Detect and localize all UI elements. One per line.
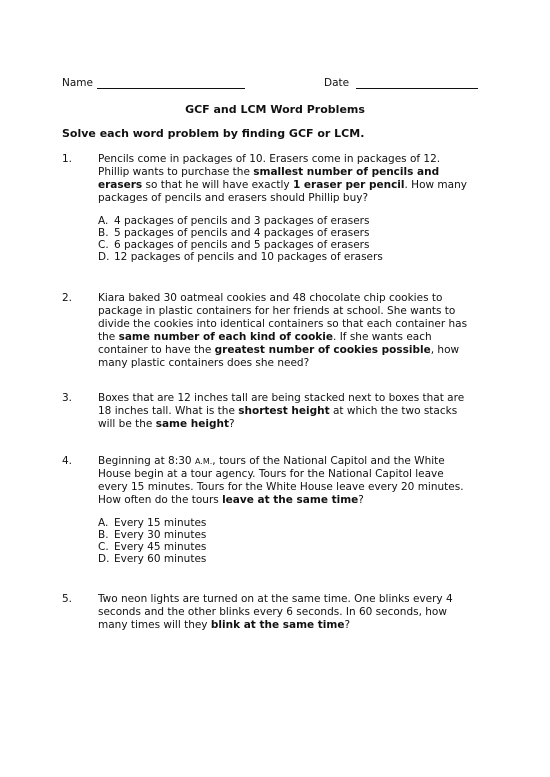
answer-choice-c[interactable]	[98, 239, 383, 251]
text-segment: . How many	[404, 179, 467, 191]
text-segment: package in plastic containers for her friends at school. She wants to	[98, 305, 456, 317]
choice-letter: C.	[98, 541, 109, 553]
header-row	[62, 77, 482, 93]
text-line	[98, 468, 493, 481]
choice-letter: D.	[98, 251, 110, 263]
problem-text	[98, 392, 493, 431]
choice-text: Every 30 minutes	[114, 529, 207, 541]
text-line	[98, 593, 493, 606]
text-segment: ?	[228, 418, 235, 430]
problem-text	[98, 455, 493, 507]
text-line	[98, 392, 493, 405]
choice-letter: D.	[98, 553, 110, 565]
text-line	[98, 179, 493, 192]
answer-choice-d[interactable]	[98, 553, 206, 565]
text-segment: Two neon lights are turned on at the same time. One blinks every 4	[98, 593, 453, 605]
text-segment: container to have the	[98, 344, 215, 356]
text-segment: , tours of the National Capitol and the White	[212, 455, 445, 467]
text-line	[98, 494, 493, 507]
text-segment: many times will they	[98, 619, 211, 631]
text-segment: House begin at a tour agency. Tours for the National Capitol leave	[98, 468, 444, 480]
problem-number: 3.	[62, 392, 73, 404]
name-field[interactable]	[97, 88, 245, 89]
answer-choice-d[interactable]	[98, 251, 383, 263]
problem-number: 1.	[62, 153, 73, 165]
emphasis: leave at the same time	[222, 494, 359, 506]
text-line	[98, 318, 493, 331]
text-segment: so that he will have exactly	[142, 179, 293, 191]
answer-choice-b[interactable]	[98, 529, 206, 541]
problem-text	[98, 593, 493, 632]
text-line	[98, 292, 493, 305]
problem-number: 4.	[62, 455, 73, 467]
choice-text: 6 packages of pencils and 5 packages of erasers	[114, 239, 370, 251]
choice-text: Every 45 minutes	[114, 541, 207, 553]
text-line	[98, 481, 493, 494]
text-line	[98, 344, 493, 357]
text-segment: How often do the tours	[98, 494, 223, 506]
name-label: Name	[62, 77, 93, 89]
choice-letter: B.	[98, 227, 109, 239]
emphasis: smallest number of pencils and	[253, 166, 440, 178]
text-line	[98, 606, 493, 619]
choice-text: 4 packages of pencils and 3 packages of erasers	[114, 215, 370, 227]
text-line	[98, 305, 493, 318]
text-line	[98, 357, 493, 370]
time-suffix: A.M.	[194, 457, 213, 466]
emphasis: 1 eraser per pencil	[292, 179, 405, 191]
choice-letter: C.	[98, 239, 109, 251]
instructions: Solve each word problem by finding GCF or LCM.	[62, 127, 365, 140]
problem-number: 5.	[62, 593, 73, 605]
emphasis: greatest number of cookies possible	[214, 344, 431, 356]
answer-choice-a[interactable]	[98, 517, 206, 529]
text-line	[98, 331, 493, 344]
text-segment: . If she wants each	[333, 331, 432, 343]
text-segment: ?	[358, 494, 364, 506]
text-segment: packages of pencils and erasers should Phillip buy?	[98, 192, 369, 204]
text-line	[98, 166, 493, 179]
text-line	[98, 153, 493, 166]
choice-text: Every 15 minutes	[114, 517, 207, 529]
text-line	[98, 455, 493, 468]
text-segment: will be the	[98, 418, 156, 430]
choice-letter: A.	[98, 215, 109, 227]
answer-choice-b[interactable]	[98, 227, 383, 239]
text-line	[98, 405, 493, 418]
text-line	[98, 418, 493, 431]
text-line	[98, 619, 493, 632]
answer-choices	[98, 215, 383, 263]
text-segment: Pencils come in packages of 10. Erasers come in packages of 12.	[98, 153, 441, 165]
answer-choices	[98, 517, 206, 565]
text-segment: 18 inches tall. What is the	[98, 405, 239, 417]
text-segment: ?	[344, 619, 351, 631]
page-title: GCF and LCM Word Problems	[185, 103, 365, 116]
choice-text: 5 packages of pencils and 4 packages of erasers	[114, 227, 370, 239]
problem-text	[98, 153, 493, 205]
answer-choice-a[interactable]	[98, 215, 383, 227]
text-segment: Kiara baked 30 oatmeal cookies and 48 chocolate chip cookies to	[98, 292, 443, 304]
date-label: Date	[324, 77, 350, 89]
emphasis: blink at the same time	[210, 619, 345, 631]
emphasis: same number of each kind of cookie	[118, 331, 334, 343]
choice-letter: B.	[98, 529, 109, 541]
date-field[interactable]	[356, 88, 478, 89]
answer-choice-c[interactable]	[98, 541, 206, 553]
text-segment: Phillip wants to purchase the	[98, 166, 254, 178]
emphasis: erasers	[98, 179, 143, 191]
choice-text: 12 packages of pencils and 10 packages of erasers	[114, 251, 383, 263]
text-segment: seconds and the other blinks every 6 seconds. In 60 seconds, how	[98, 606, 447, 618]
text-segment: at which the two stacks	[329, 405, 458, 417]
text-segment: , how	[430, 344, 460, 356]
text-segment: Beginning at 8:30	[98, 455, 195, 467]
emphasis: shortest height	[238, 405, 330, 417]
text-segment: every 15 minutes. Tours for the White House leave every 20 minutes.	[98, 481, 464, 493]
choice-text: Every 60 minutes	[114, 553, 207, 565]
text-segment: many plastic containers does she need?	[98, 357, 310, 369]
text-line	[98, 192, 493, 205]
problem-text	[98, 292, 493, 370]
text-segment: the	[98, 331, 119, 343]
choice-letter: A.	[98, 517, 109, 529]
problem-number: 2.	[62, 292, 73, 304]
emphasis: same height	[155, 418, 229, 430]
text-segment: divide the cookies into identical containers so that each container has	[98, 318, 468, 330]
text-segment: Boxes that are 12 inches tall are being stacked next to boxes that are	[98, 392, 465, 404]
